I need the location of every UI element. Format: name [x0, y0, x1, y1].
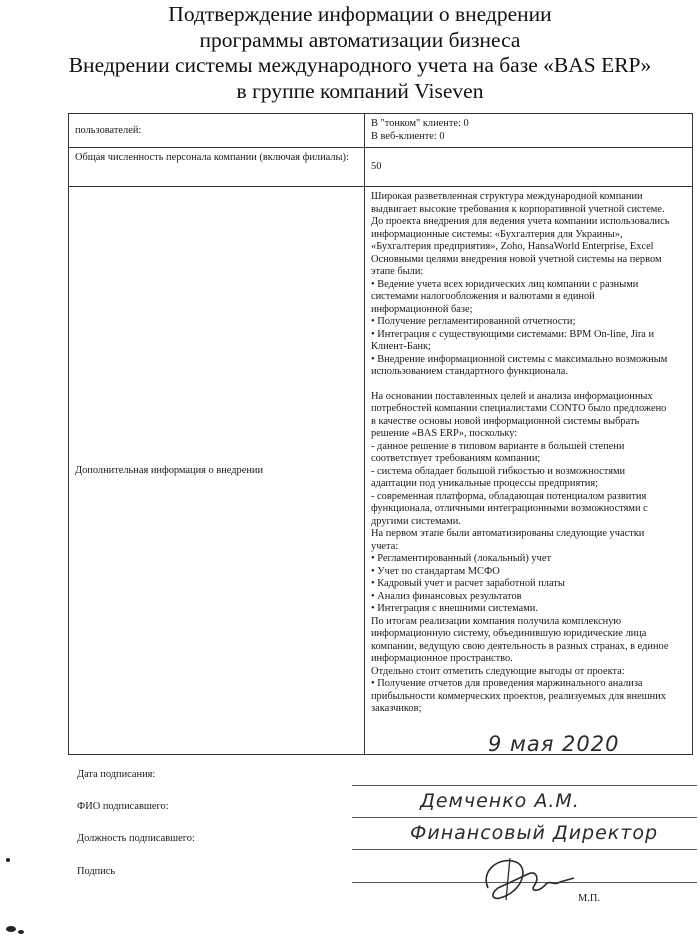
- text-line: информационные системы: «Бухгалтерия для Украины»,: [371, 228, 623, 240]
- text-line: На основании поставленных целей и анализа информационных: [371, 390, 653, 402]
- text-line: компании, ведущую свою деятельность в разных странах, в единое: [371, 640, 669, 652]
- staff-label: Общая численность персонала компании (включая филиалы):: [69, 148, 365, 187]
- text-line: прибыльности коммерческих проектов, реализуемых для внешних: [371, 690, 666, 702]
- text-line: системами налогообложения и валютами в единой: [371, 291, 595, 302]
- title-line-1: Подтверждение информации о внедрении: [168, 2, 552, 26]
- table-row-staff: [69, 148, 693, 187]
- scan-speck: [6, 858, 10, 862]
- text-line: в качестве основы новой информационной системы выбрать: [371, 415, 640, 427]
- text-line: Основными целями внедрения новой учетной системы на первом: [371, 253, 662, 265]
- text-line: «Бухгалтерия предприятия», Zoho, HansaWorld Enterprise, Excel: [371, 241, 654, 252]
- text-line: • Получение регламентированной отчетности;: [371, 316, 576, 327]
- signature-label: Подпись: [77, 866, 116, 877]
- additional-info-block-1: [371, 191, 686, 379]
- text-line: использованием стандартного функционала.: [371, 366, 568, 377]
- handwritten-date: 9 мая 2020: [488, 732, 620, 756]
- thin-client-count: В "тонком" клиенте: 0: [371, 118, 469, 129]
- scan-speck: [6, 926, 16, 932]
- text-line: заказчиков;: [371, 703, 422, 714]
- stamp-placeholder: М.П.: [578, 893, 600, 904]
- text-line: решение «BAS ERP», поскольку:: [371, 428, 518, 439]
- text-line: информационное пространство.: [371, 653, 513, 664]
- table-row-users: [69, 114, 693, 148]
- handwritten-signature: [470, 848, 590, 908]
- handwritten-name: Демченко А.М.: [420, 790, 580, 812]
- scan-speck: [18, 930, 24, 934]
- title-line-3: Внедрении системы международного учета на базе «BAS ERP»: [68, 53, 652, 77]
- text-line: - система обладает большой гибкостью и возможностями: [371, 465, 626, 477]
- text-line: До проекта внедрения для ведения учета компании использовались: [371, 216, 670, 227]
- signer-name-row: [77, 800, 697, 820]
- text-line: • Учет по стандартам МСФО: [371, 565, 500, 577]
- text-line: учета:: [371, 540, 399, 552]
- web-client-count: В веб-клиенте: 0: [371, 130, 445, 142]
- text-line: выдвигает высокие требования к корпоративной учетной системе.: [371, 203, 665, 215]
- implementation-info-table: [68, 113, 693, 755]
- text-line: - данное решение в типовом варианте в большей степени: [371, 440, 625, 452]
- table-row-additional-info: [69, 187, 693, 755]
- document-title: [60, 2, 660, 104]
- users-label: пользователей:: [69, 114, 365, 148]
- signing-date-line: [352, 785, 697, 786]
- text-line: • Интеграция с существующими системами: BPM On-line, Jira и: [371, 328, 655, 340]
- text-line: информационную систему, объединившую юридические лица: [371, 628, 647, 639]
- additional-info-block-2: [371, 391, 686, 716]
- text-line: этапе были:: [371, 266, 424, 277]
- users-value: [365, 114, 693, 148]
- title-line-4: в группе компаний Viseven: [236, 78, 484, 103]
- text-line: • Кадровый учет и расчет заработной платы: [371, 578, 565, 589]
- text-line: адаптации под уникальные процессы предприятия;: [371, 478, 598, 489]
- title-line-2: программы автоматизации бизнеса: [199, 27, 521, 52]
- signing-date-label: Дата подписания:: [77, 769, 156, 780]
- signer-position-label: Должность подписавшего:: [77, 833, 195, 844]
- text-line: • Внедрение информационной системы с максимально возможным: [371, 353, 668, 365]
- text-line: • Ведение учета всех юридических лиц компании с разными: [371, 278, 639, 290]
- signature-row: [77, 865, 697, 885]
- signer-name-line: [352, 817, 697, 818]
- text-line: По итогам реализации компания получила комплексную: [371, 615, 622, 627]
- signing-date-row: [77, 768, 697, 788]
- text-line: соответствует требованиям компании;: [371, 453, 541, 464]
- text-line: Отдельно стоит отметить следующие выгоды от проекта:: [371, 665, 625, 677]
- text-line: Клиент-Банк;: [371, 341, 431, 352]
- text-line: информационной базе;: [371, 303, 473, 315]
- text-line: - современная платформа, обладающая потенциалом развития: [371, 490, 647, 502]
- text-line: Широкая разветвленная структура международной компании: [371, 191, 643, 202]
- text-line: другими системами.: [371, 515, 461, 527]
- text-line: На первом этапе были автоматизированы следующие участки: [371, 528, 645, 539]
- signer-name-label: ФИО подписавшего:: [77, 801, 169, 812]
- text-line: • Анализ финансовых результатов: [371, 590, 522, 602]
- text-line: • Интеграция с внешними системами.: [371, 603, 538, 614]
- text-line: функционала, отличными интеграционными возможностями с: [371, 503, 648, 514]
- additional-info-label: Дополнительная информация о внедрении: [69, 187, 365, 755]
- additional-info-text: [365, 187, 693, 755]
- text-line: • Получение отчетов для проведения маржинального анализа: [371, 678, 643, 689]
- handwritten-position: Финансовый Директор: [410, 822, 659, 844]
- staff-value: 50: [365, 148, 693, 187]
- text-line: • Регламентированный (локальный) учет: [371, 553, 551, 564]
- text-line: потребностей компании специалистами CONTO было предложено: [371, 403, 667, 414]
